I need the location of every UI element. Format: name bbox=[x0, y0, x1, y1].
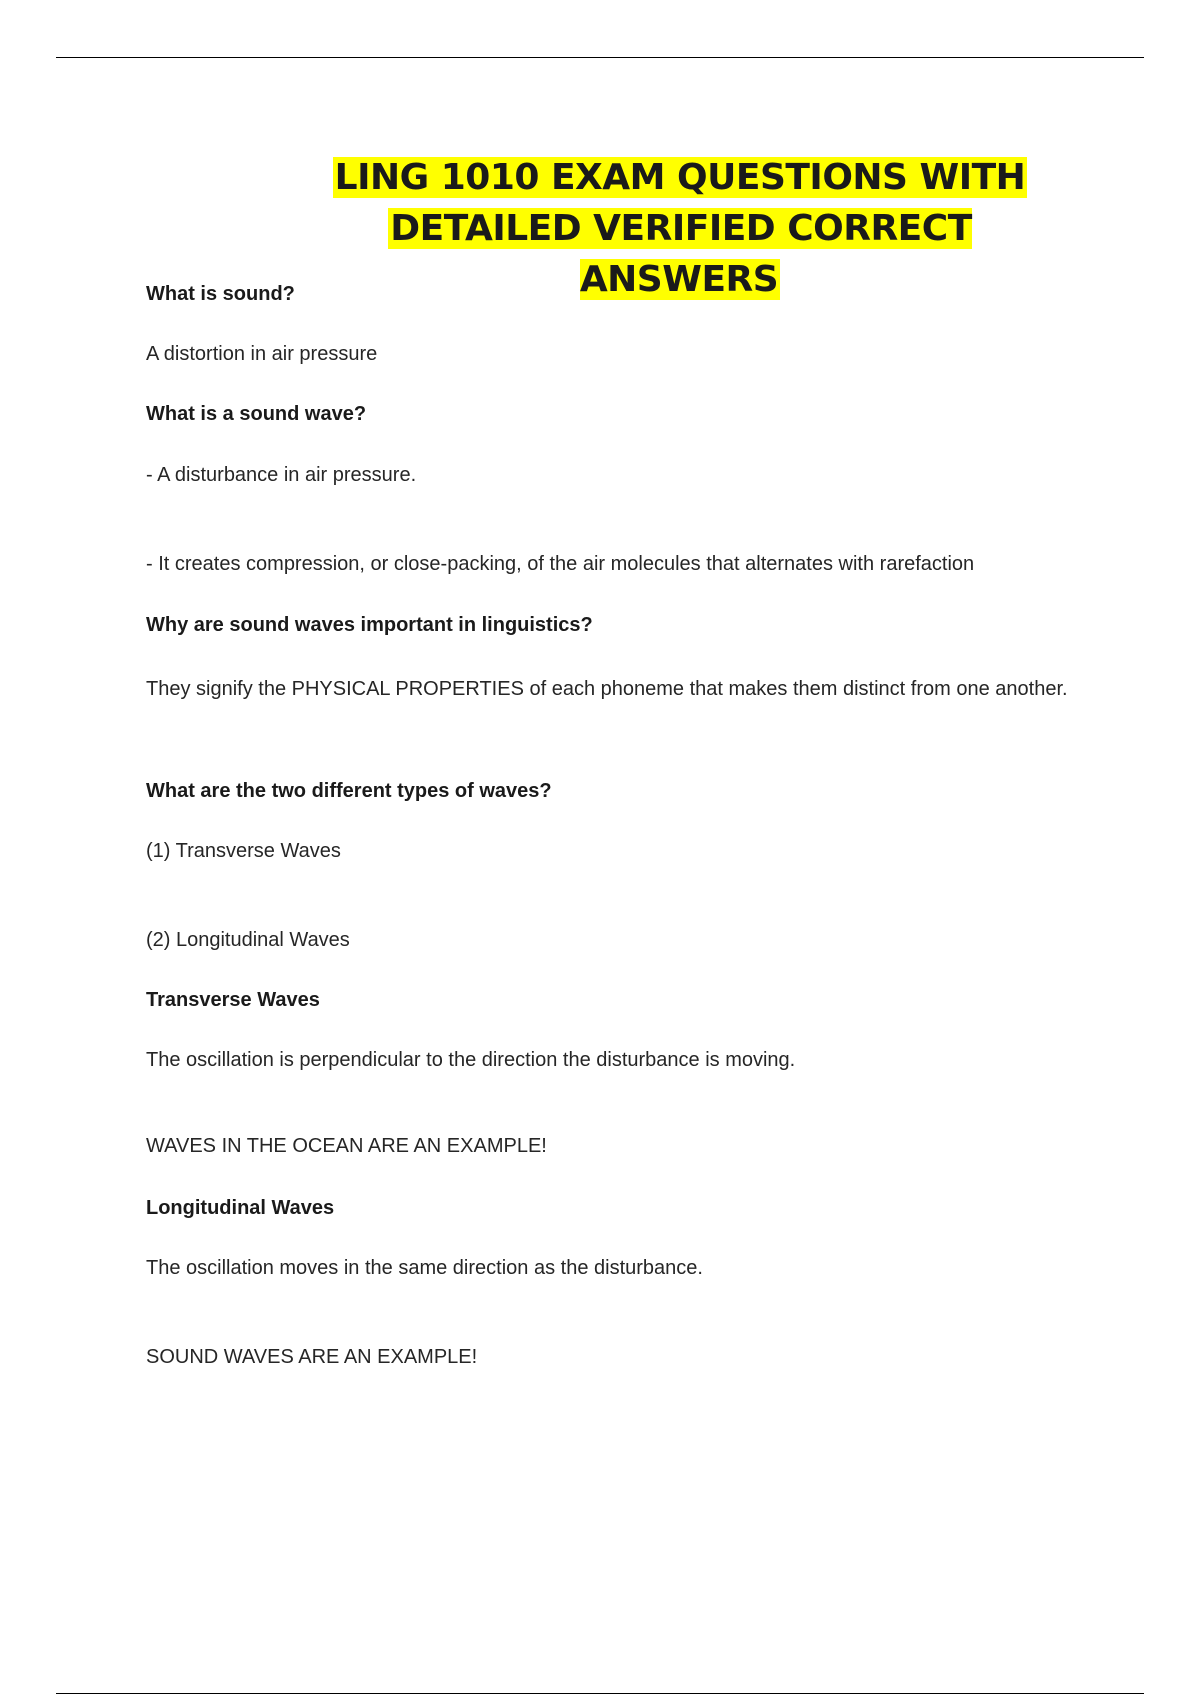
answer: WAVES IN THE OCEAN ARE AN EXAMPLE! bbox=[146, 1135, 547, 1157]
answer: - A disturbance in air pressure. bbox=[146, 464, 417, 486]
question: Why are sound waves important in linguistics? bbox=[146, 614, 593, 636]
document-title bbox=[300, 152, 1060, 305]
answer: (1) Transverse Waves bbox=[146, 840, 341, 862]
answer: - It creates compression, or close-packing, of the air molecules that alternates with rarefaction bbox=[146, 553, 975, 575]
bottom-rule bbox=[56, 1693, 1144, 1694]
answer: The oscillation moves in the same direction as the disturbance. bbox=[146, 1257, 703, 1279]
answer: The oscillation is perpendicular to the direction the disturbance is moving. bbox=[146, 1049, 796, 1071]
answer: SOUND WAVES ARE AN EXAMPLE! bbox=[146, 1346, 478, 1368]
title-line-1: LING 1010 EXAM QUESTIONS WITH bbox=[334, 157, 1026, 198]
question: Transverse Waves bbox=[146, 989, 320, 1011]
question: What are the two different types of waves? bbox=[146, 780, 552, 802]
title-line-2: DETAILED VERIFIED CORRECT ANSWERS bbox=[390, 208, 972, 300]
answer: They signify the PHYSICAL PROPERTIES of each phoneme that makes them distinct from one another. bbox=[146, 678, 1068, 700]
top-rule bbox=[56, 57, 1144, 58]
question: What is sound? bbox=[146, 283, 295, 305]
question: Longitudinal Waves bbox=[146, 1197, 335, 1219]
answer: A distortion in air pressure bbox=[146, 343, 378, 365]
question: What is a sound wave? bbox=[146, 403, 367, 425]
answer: (2) Longitudinal Waves bbox=[146, 929, 350, 951]
